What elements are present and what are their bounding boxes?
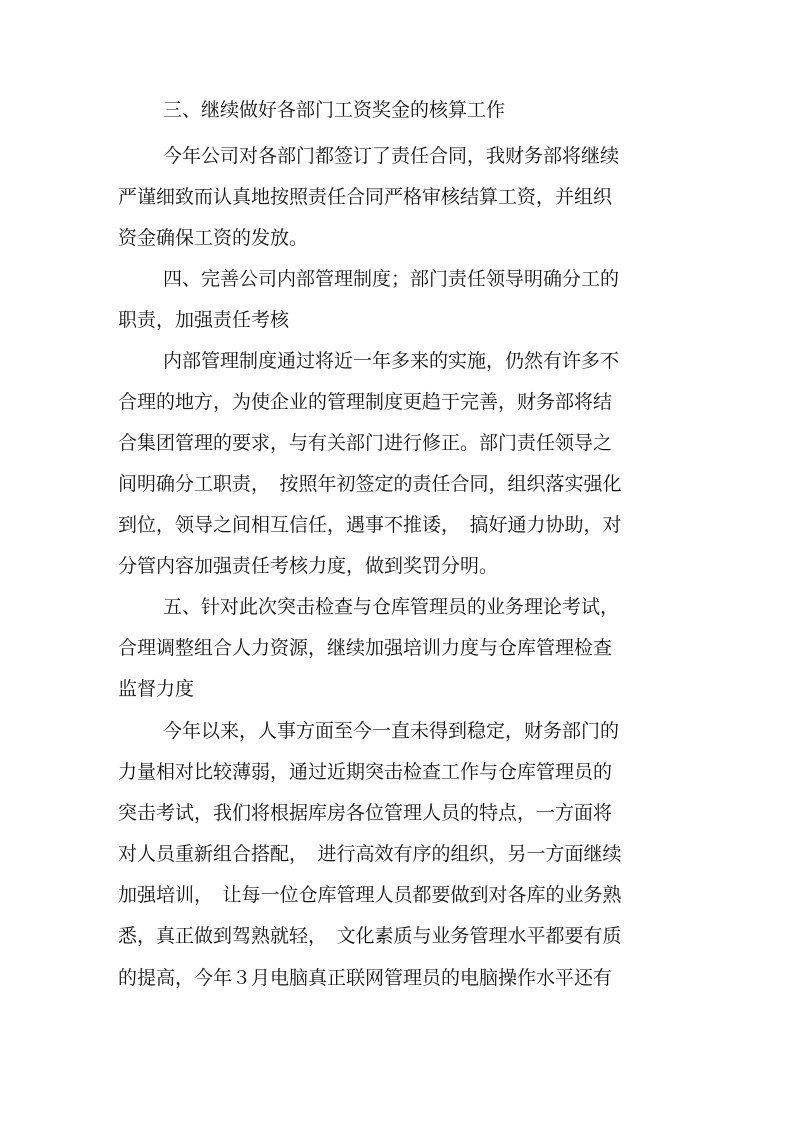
paragraph-line: 资金确保工资的发放。 — [118, 227, 309, 249]
paragraph-line: 间明确分工职责， 按照年初签定的责任合同，组织落实强化 — [118, 473, 622, 495]
paragraph-line: 今年以来，人事方面至今一直未得到稳定，财务部门的 — [163, 720, 620, 742]
section-heading-5: 合理调整组合人力资源，继续加强培训力度与仓库管理检查 — [118, 637, 613, 659]
paragraph-line: 加强培训， 让每一位仓库管理人员都要做到对各库的业务熟 — [118, 884, 622, 906]
section-heading-3: 三、继续做好各部门工资奖金的核算工作 — [163, 99, 506, 121]
paragraph-line: 严谨细致而认真地按照责任合同严格审核结算工资，并组织 — [118, 186, 613, 208]
section-heading-5: 五、针对此次突击检查与仓库管理员的业务理论考试， — [163, 596, 620, 618]
paragraph-line: 分管内容加强责任考核力度，做到奖罚分明。 — [118, 555, 499, 577]
paragraph-line: 的提高，今年３月电脑真正联网管理员的电脑操作水平还有 — [118, 967, 613, 989]
section-heading-4: 职责，加强责任考核 — [118, 309, 290, 331]
paragraph-line: 力量相对比较薄弱，通过近期突击检查工作与仓库管理员的 — [118, 761, 613, 783]
paragraph-line: 突击考试，我们将根据库房各位管理人员的特点，一方面将 — [118, 802, 613, 824]
paragraph-line: 合集团管理的要求，与有关部门进行修正。部门责任领导之 — [118, 432, 613, 454]
section-heading-4: 四、完善公司内部管理制度；部门责任领导明确分工的 — [163, 268, 620, 290]
paragraph-line: 对人员重新组合搭配， 进行高效有序的组织，另一方面继续 — [118, 843, 622, 865]
paragraph-line: 合理的地方，为使企业的管理制度更趋于完善，财务部将结 — [118, 391, 613, 413]
paragraph-line: 到位，领导之间相互信任，遇事不推诿， 搞好通力协助，对 — [118, 514, 622, 536]
paragraph-line: 悉，真正做到驾熟就轻， 文化素质与业务管理水平都要有质 — [118, 925, 622, 947]
section-heading-5: 监督力度 — [118, 678, 195, 700]
paragraph-line: 内部管理制度通过将近一年多来的实施，仍然有许多不 — [163, 350, 620, 372]
paragraph-line: 今年公司对各部门都签订了责任合同，我财务部将继续 — [163, 145, 620, 167]
